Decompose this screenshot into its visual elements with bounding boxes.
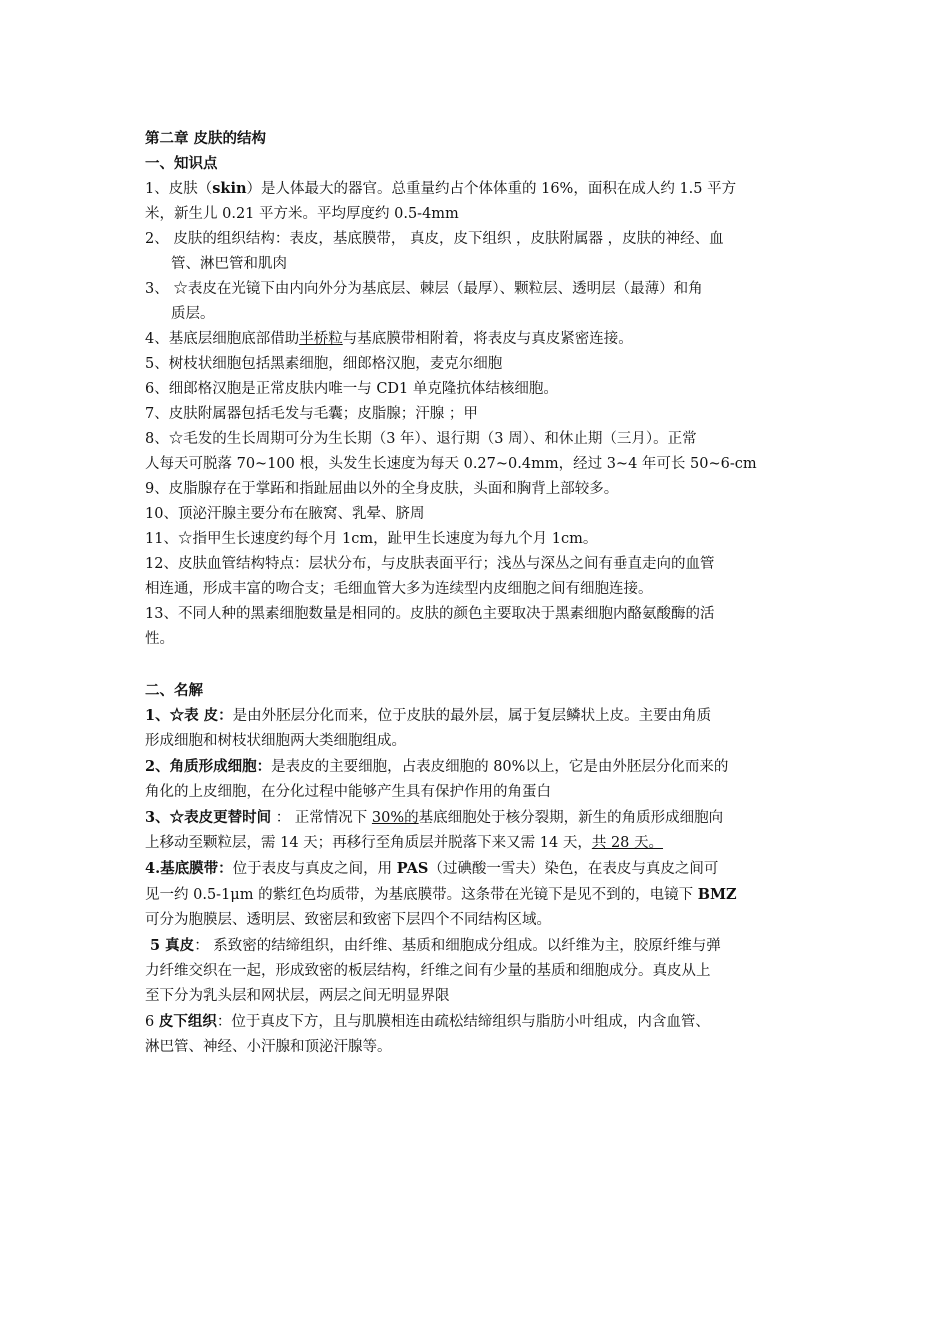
definition-term: 1、☆表 皮： <box>145 707 233 724</box>
chapter-title: 第二章 皮肤的结构 <box>145 130 267 147</box>
knowledge-item-13 <box>145 602 810 652</box>
definition-3 <box>145 805 810 856</box>
term-pas: PAS <box>396 860 429 877</box>
text: 可分为胞膜层、透明层、致密层和致密下层四个不同结构区域。 <box>145 912 551 928</box>
text: 性。 <box>145 631 174 647</box>
knowledge-item-6: 6、细郎格汉胞是正常皮肤内唯一与 CD1 单克隆抗体结核细胞。 <box>145 381 558 397</box>
definition-term: 5 真皮 <box>145 937 195 954</box>
knowledge-item-2 <box>145 227 810 277</box>
definition-5 <box>145 933 810 1009</box>
paragraph-gap <box>145 652 810 678</box>
term-skin: skin <box>212 180 247 197</box>
text: 上移动至颗粒层，需 14 天；再移行至角质层并脱落下来又需 14 天， <box>145 835 592 851</box>
text: 见一约 0.5-1μm 的紫红色均质带，为基底膜带。这条带在光镜下是见不到的，电镜下 <box>145 887 698 903</box>
text: 1、皮肤（ <box>145 181 213 197</box>
text: 2、 皮肤的组织结构：表皮，基底膜带， 真皮，皮下组织 ，皮肤附属器 ，皮肤的神经、血 <box>145 231 724 247</box>
text: 相连通，形成丰富的吻合支；毛细血管大多为连续型内皮细胞之间有细胞连接。 <box>145 581 653 597</box>
term-bmz: BMZ <box>697 886 737 903</box>
text: 角化的上皮细胞，在分化过程中能够产生具有保护作用的角蛋白 <box>145 784 551 800</box>
text: 位于表皮与真皮之间，用 <box>232 861 397 877</box>
text: 8、☆毛发的生长周期可分为生长期（3 年）、退行期（3 周）、和休止期（三月）。正常 <box>145 431 697 447</box>
definition-2 <box>145 754 810 805</box>
definition-1 <box>145 703 810 754</box>
knowledge-item-12 <box>145 552 810 602</box>
underlined-term: 30%的 <box>371 810 419 826</box>
text: 质层。 <box>171 306 215 322</box>
knowledge-item-4 <box>145 327 810 352</box>
text: 是由外胚层分化而来，位于皮肤的最外层，属于复层鳞状上皮。主要由角质 <box>232 708 712 724</box>
definition-term: 4.基底膜带： <box>145 860 233 877</box>
document-page <box>145 126 810 1060</box>
knowledge-item-8 <box>145 427 810 477</box>
text: 6 <box>145 1014 159 1030</box>
text: 管、淋巴管和肌肉 <box>171 256 287 272</box>
knowledge-item-5: 5、树枝状细胞包括黑素细胞，细郎格汉胞，麦克尔细胞 <box>145 356 503 372</box>
text: ：位于真皮下方，且与肌膜相连由疏松结缔组织与脂肪小叶组成，内含血管、 <box>216 1014 710 1030</box>
text: 12、皮肤血管结构特点：层状分布，与皮肤表面平行；浅丛与深丛之间有垂直走向的血管 <box>145 556 715 572</box>
text: （过碘酸一雪夫）染色，在表皮与真皮之间可 <box>428 861 719 877</box>
text: 力纤维交织在一起，形成致密的板层结构，纤维之间有少量的基质和细胞成分。真皮从上 <box>145 963 711 979</box>
text: ）是人体最大的器官。总重量约占个体体重的 16%，面积在成人约 1.5 平方 <box>246 181 737 197</box>
section-heading-definitions: 二、名解 <box>145 682 203 699</box>
text: ： 正常情况下 <box>271 810 372 826</box>
text: 3、 ☆表皮在光镜下由内向外分为基底层、棘层（最厚）、颗粒层、透明层（最薄）和角 <box>145 281 703 297</box>
section-heading-knowledge-points: 一、知识点 <box>145 155 218 172</box>
text: 形成细胞和树枝状细胞两大类细胞组成。 <box>145 733 406 749</box>
text: 基底细胞处于核分裂期，新生的角质形成细胞向 <box>418 810 724 826</box>
text: ： 系致密的结缔组织，由纤维、基质和细胞成分组成。以纤维为主，胶原纤维与弹 <box>194 938 721 954</box>
text: 至下分为乳头层和网状层，两层之间无明显界限 <box>145 988 450 1004</box>
underlined-term: 共 28 天。 <box>591 835 664 851</box>
knowledge-item-11: 11、☆指甲生长速度约每个月 1cm，趾甲生长速度为每九个月 1cm。 <box>145 531 598 547</box>
knowledge-item-7: 7、皮肤附属器包括毛发与毛囊；皮脂腺；汗腺 ；甲 <box>145 406 478 422</box>
knowledge-item-3 <box>145 277 810 327</box>
knowledge-item-10: 10、顶泌汗腺主要分布在腋窝、乳晕、脐周 <box>145 506 425 522</box>
text: 是表皮的主要细胞，占表皮细胞的 80%以上，它是由外胚层分化而来的 <box>271 759 729 775</box>
underlined-term: 半桥粒 <box>299 331 343 347</box>
definition-6 <box>145 1009 810 1060</box>
text: 米，新生儿 0.21 平方米。平均厚度约 0.5-4mm <box>145 206 459 222</box>
text: 淋巴管、神经、小汗腺和顶泌汗腺等。 <box>145 1039 392 1055</box>
definition-term: 3、☆表皮更替时间 <box>145 809 272 826</box>
text: 与基底膜带相附着，将表皮与真皮紧密连接。 <box>342 331 633 347</box>
text: 人每天可脱落 70~100 根，头发生长速度为每天 0.27~0.4mm，经过 3~4 年可长 50~6-cm <box>145 456 757 472</box>
definition-term: 2、角质形成细胞： <box>145 758 272 775</box>
definition-term: 皮下组织 <box>158 1013 217 1030</box>
text: 13、不同人种的黑素细胞数量是相同的。皮肤的颜色主要取决于黑素细胞内酪氨酸酶的活 <box>145 606 715 622</box>
definition-4 <box>145 856 810 933</box>
knowledge-item-1 <box>145 176 810 227</box>
text: 4、基底层细胞底部借助 <box>145 331 300 347</box>
knowledge-item-9: 9、皮脂腺存在于掌跖和指趾屈曲以外的全身皮肤，头面和胸背上部较多。 <box>145 481 619 497</box>
